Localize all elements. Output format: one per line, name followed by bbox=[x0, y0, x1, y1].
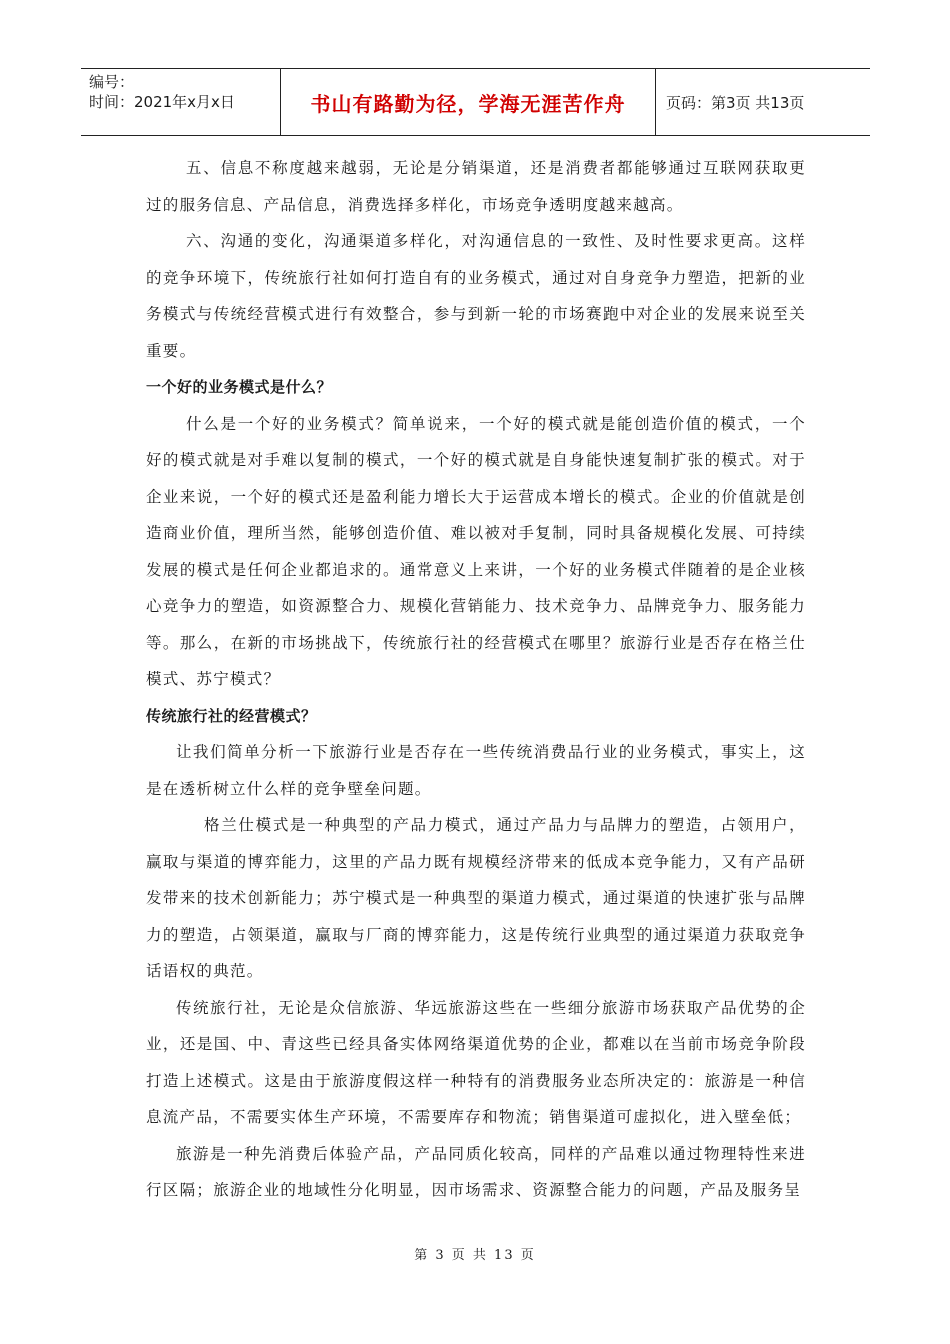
header-meta bbox=[81, 69, 281, 135]
paragraph: 格兰仕模式是一种典型的产品力模式，通过产品力与品牌力的塑造，占领用户，赢取与渠道的博弈能力，这里的产品力既有规模经济带来的低成本竞争能力，又有产品研发带来的技术创新能力；苏宁模式是一种典型的渠道力模式，通过渠道的快速扩张与品牌力的塑造，占领渠道，赢取与厂商的博弈能力，这是传统行业典型的通过渠道力获取竞争话语权的典范。 bbox=[146, 816, 806, 980]
section-heading: 传统旅行社的经营模式？ bbox=[146, 706, 317, 725]
header-table bbox=[81, 68, 870, 136]
paragraph: 六、沟通的变化，沟通渠道多样化，对沟通信息的一致性、及时性要求更高。这样的竞争环境下，传统旅行社如何打造自有的业务模式，通过对自身竞争力塑造，把新的业务模式与传统经营模式进行有效整合，参与到新一轮的市场赛跑中对企业的发展来说至关重要。 bbox=[146, 232, 806, 360]
document-number-label: 编号： bbox=[89, 73, 135, 91]
document-body bbox=[146, 150, 806, 1209]
paragraph: 让我们简单分析一下旅游行业是否存在一些传统消费品行业的业务模式，事实上，这是在透析树立什么样的竞争壁垒问题。 bbox=[146, 743, 806, 798]
document-time-label: 时间：2021年x月x日 bbox=[89, 93, 235, 111]
header-motto: 书山有路勤为径，学海无涯苦作舟 bbox=[281, 69, 656, 135]
paragraph: 旅游是一种先消费后体验产品，产品同质化较高，同样的产品难以通过物理特性来进行区隔；旅游企业的地域性分化明显，因市场需求、资源整合能力的问题，产品及服务呈 bbox=[146, 1144, 806, 1199]
page-footer: 第 3 页 共 13 页 bbox=[414, 1248, 536, 1263]
paragraph: 五、信息不称度越来越弱，无论是分销渠道，还是消费者都能够通过互联网获取更过的服务信息、产品信息，消费选择多样化，市场竞争透明度越来越高。 bbox=[146, 159, 806, 214]
paragraph: 什么是一个好的业务模式？简单说来，一个好的模式就是能创造价值的模式，一个好的模式就是对手难以复制的模式，一个好的模式就是自身能快速复制扩张的模式。对于企业来说，一个好的模式还是盈利能力增长大于运营成本增长的模式。企业的价值就是创造商业价值，理所当然，能够创造价值、难以被对手复制，同时具备规模化发展、可持续发展的模式是任何企业都追求的。通常意义上来讲，一个好的业务模式伴随着的是企业核心竞争力的塑造，如资源整合力、规模化营销能力、技术竞争力、品牌竞争力、服务能力等。那么，在新的市场挑战下，传统旅行社的经营模式在哪里？旅游行业是否存在格兰仕模式、苏宁模式？ bbox=[146, 414, 806, 688]
header-page-info: 页码：第3页 共13页 bbox=[666, 93, 805, 112]
paragraph: 传统旅行社，无论是众信旅游、华远旅游这些在一些细分旅游市场获取产品优势的企业，还是国、中、青这些已经具备实体网络渠道优势的企业，都难以在当前市场竞争阶段打造上述模式。这是由于旅游度假这样一种特有的消费服务业态所决定的：旅游是一种信息流产品，不需要实体生产环境，不需要库存和物流；销售渠道可虚拟化，进入壁垒低； bbox=[146, 998, 806, 1126]
section-heading: 一个好的业务模式是什么？ bbox=[146, 378, 333, 396]
